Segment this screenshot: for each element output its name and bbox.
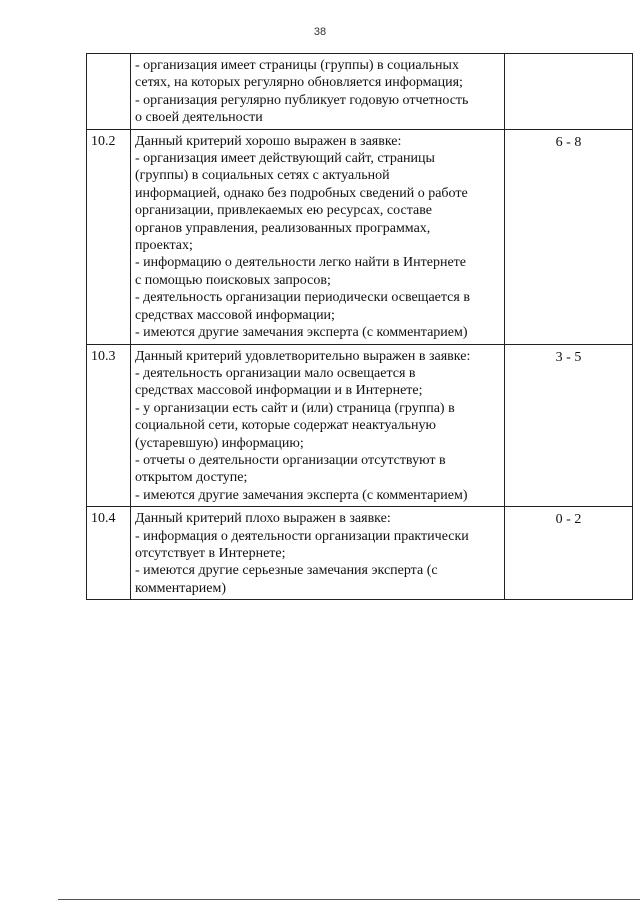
criteria-table: [86, 53, 633, 600]
description-line: социальной сети, которые содержат неактуальную: [135, 418, 436, 434]
criterion-description: [131, 507, 505, 600]
criteria-row: [87, 507, 633, 600]
description-line: (группы) в социальных сетях с актуальной: [135, 168, 390, 184]
criterion-number: [87, 54, 131, 130]
description-line: - имеются другие замечания эксперта (с комментарием): [135, 487, 468, 503]
description-line: о своей деятельности: [135, 110, 263, 126]
description-line: организации, привлекаемых ею ресурсах, составе: [135, 203, 432, 219]
criteria-row: [87, 54, 633, 130]
page-number: 38: [313, 26, 327, 38]
description-line: проектах;: [135, 238, 193, 254]
description-line: средствах массовой информации и в Интернете;: [135, 383, 423, 399]
description-line: открытом доступе;: [135, 470, 248, 486]
description-line: - информацию о деятельности легко найти в Интернете: [135, 255, 466, 271]
description-line: - информация о деятельности организации практически: [135, 528, 469, 544]
description-line: Данный критерий удовлетворительно выражен в заявке:: [135, 348, 471, 364]
description-line: сетях, на которых регулярно обновляется информация;: [135, 75, 463, 91]
description-line: комментарием): [135, 580, 226, 596]
criteria-table-body: [87, 54, 633, 600]
description-line: - имеются другие замечания эксперта (с комментарием): [135, 325, 468, 341]
description-line: Данный критерий хорошо выражен в заявке:: [135, 133, 402, 149]
description-line: - организация имеет действующий сайт, страницы: [135, 151, 435, 167]
criteria-row: [87, 129, 633, 344]
footer-rule: [58, 899, 640, 900]
criterion-description: [131, 129, 505, 344]
criterion-number: 10.4: [87, 507, 131, 600]
description-line: с помощью поисковых запросов;: [135, 272, 331, 288]
description-line: - деятельность организации периодически освещается в: [135, 290, 470, 306]
description-line: средствах массовой информации;: [135, 307, 335, 323]
criterion-description: [131, 344, 505, 507]
description-line: отсутствует в Интернете;: [135, 545, 286, 561]
description-line: - у организации есть сайт и (или) страница (группа) в: [135, 400, 455, 416]
criterion-description: [131, 54, 505, 130]
description-line: информацией, однако без подробных сведений о работе: [135, 185, 468, 201]
description-line: - имеются другие серьезные замечания эксперта (с: [135, 563, 438, 579]
description-line: - отчеты о деятельности организации отсутствуют в: [135, 452, 446, 468]
description-line: (устаревшую) информацию;: [135, 435, 304, 451]
criterion-score-range: 0 - 2: [505, 507, 633, 600]
criterion-score-range: 3 - 5: [505, 344, 633, 507]
criterion-score-range: 6 - 8: [505, 129, 633, 344]
description-line: органов управления, реализованных программах,: [135, 220, 431, 236]
description-line: - деятельность организации мало освещается в: [135, 365, 416, 381]
description-line: - организация регулярно публикует годовую отчетность: [135, 92, 469, 108]
description-line: - организация имеет страницы (группы) в социальных: [135, 58, 459, 73]
criteria-row: [87, 344, 633, 507]
criterion-number: 10.3: [87, 344, 131, 507]
description-line: Данный критерий плохо выражен в заявке:: [135, 511, 391, 527]
criterion-score-range: [505, 54, 633, 130]
criterion-number: 10.2: [87, 129, 131, 344]
